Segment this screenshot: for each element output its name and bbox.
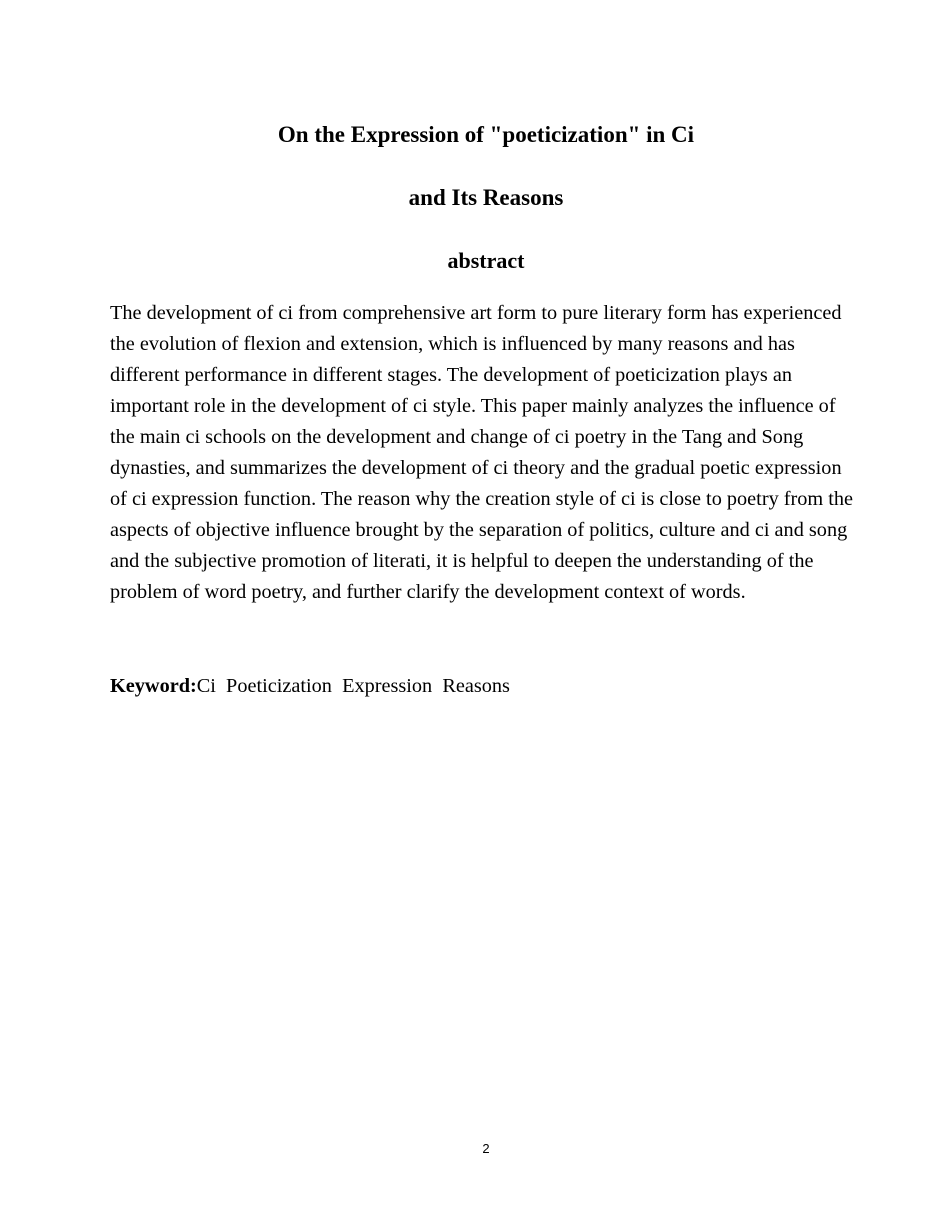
abstract-heading: abstract	[447, 248, 525, 273]
abstract-body: The development of ci from comprehensive art form to pure literary form has experienced the evolution of flexion and extension, which is influenced by many reasons and has different performance in different stages. The development of poeticization plays an important role in the development of ci style. This paper mainly analyzes the influence of the main ci schools on the development and change of ci poetry in the Tang and Song dynasties, and summarizes the development of ci theory and the gradual poetic expression of ci expression function. The reason why the creation style of ci is close to poetry from the aspects of objective influence brought by the separation of politics, culture and ci and song and the subjective promotion of literati, it is helpful to deepen the understanding of the problem of word poetry, and further clarify the development context of words.	[110, 302, 854, 603]
page-number: 2	[482, 1141, 490, 1156]
keywords-line	[110, 671, 862, 702]
keywords-label: Keyword:	[110, 675, 197, 697]
title-line-2: and Its Reasons	[408, 185, 564, 210]
keywords-list: Ci Poeticization Expression Reasons	[196, 675, 510, 697]
title-line-1: On the Expression of "poeticization" in Ci	[277, 122, 695, 147]
